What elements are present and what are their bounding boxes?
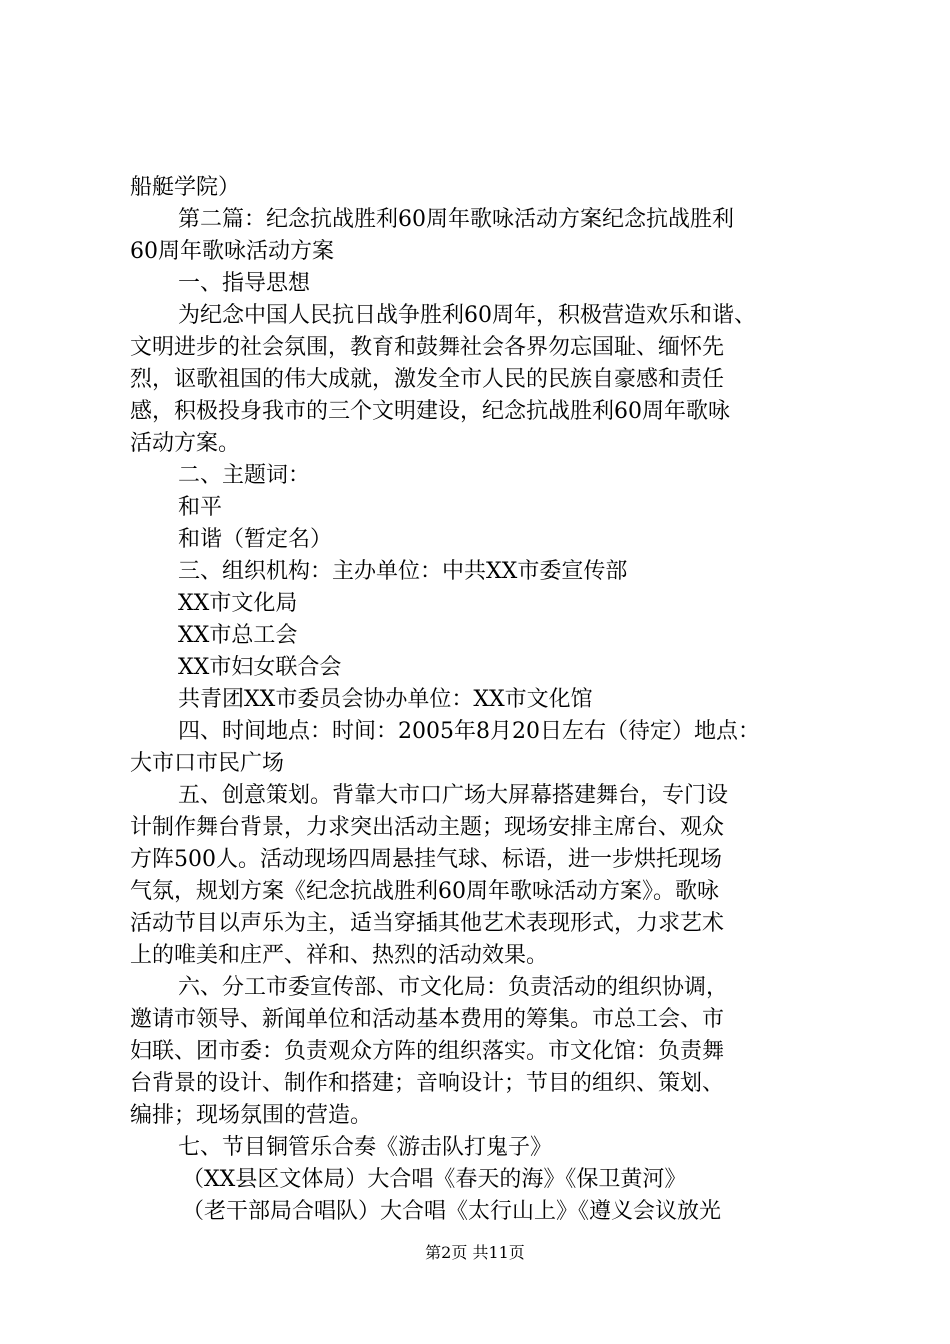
section-heading: 一、指导思想	[178, 271, 311, 296]
paragraph-line: 和谐（暂定名）	[178, 527, 333, 552]
paragraph-line: 烈，讴歌祖国的伟大成就，激发全市人民的民族自豪感和责任	[130, 367, 725, 392]
paragraph-line: 台背景的设计、制作和搭建；音响设计；节目的组织、策划、	[130, 1071, 725, 1096]
section-heading: 七、节目铜管乐合奏《游击队打鬼子》	[178, 1135, 553, 1160]
program-line: （XX县区文体局）大合唱《春天的海》《保卫黄河》	[182, 1167, 687, 1192]
paragraph-line: 方阵500人。活动现场四周悬挂气球、标语，进一步烘托现场	[130, 847, 722, 872]
paragraph-line: 妇联、团市委：负责观众方阵的组织落实。市文化馆：负责舞	[130, 1039, 725, 1064]
paragraph-line: XX市总工会	[178, 623, 298, 648]
paragraph-line: 感，积极投身我市的三个文明建设，纪念抗战胜利60周年歌咏	[130, 399, 730, 424]
paragraph-line: 编排；现场氛围的营造。	[130, 1103, 373, 1128]
paragraph-line: 共青团XX市委员会协办单位：XX市文化馆	[178, 687, 593, 712]
paragraph-line: 大市口市民广场	[130, 751, 285, 776]
paragraph-line: XX市文化局	[178, 591, 298, 616]
paragraph-line: 为纪念中国人民抗日战争胜利60周年，积极营造欢乐和谐、	[178, 303, 756, 328]
paragraph-line: 邀请市领导、新闻单位和活动基本费用的筹集。市总工会、市	[130, 1007, 725, 1032]
paragraph-line: 上的唯美和庄严、祥和、热烈的活动效果。	[130, 943, 549, 968]
page-footer: 第2页 共11页	[425, 1243, 525, 1262]
section-heading: 三、组织机构：主办单位：中共XX市委宣传部	[178, 559, 628, 584]
paragraph-line: 和平	[178, 495, 223, 520]
text-line: 船艇学院）	[130, 175, 241, 200]
section-heading: 四、时间地点：时间：2005年8月20日左右（待定）地点：	[178, 719, 760, 744]
paragraph-line: 活动方案。	[130, 431, 241, 456]
paragraph-line: 活动节目以声乐为主，适当穿插其他艺术表现形式，力求艺术	[130, 911, 725, 936]
section-heading: 第二篇：纪念抗战胜利60周年歌咏活动方案纪念抗战胜利	[178, 207, 734, 232]
document-body	[130, 172, 838, 1228]
paragraph-line: XX市妇女联合会	[178, 655, 342, 680]
section-heading: 二、主题词：	[178, 463, 311, 488]
section-heading: 五、创意策划。背靠大市口广场大屏幕搭建舞台，专门设	[178, 783, 729, 808]
paragraph-line: 气氛，规划方案《纪念抗战胜利60周年歌咏活动方案》。歌咏	[130, 879, 719, 904]
program-line: （老干部局合唱队）大合唱《太行山上》《遵义会议放光	[182, 1199, 722, 1224]
paragraph-line: 文明进步的社会氛围，教育和鼓舞社会各界勿忘国耻、缅怀先	[130, 335, 725, 360]
section-heading: 六、分工市委宣传部、市文化局：负责活动的组织协调，	[178, 975, 729, 1000]
paragraph-line: 计制作舞台背景，力求突出活动主题；现场安排主席台、观众	[130, 815, 725, 840]
text-line: 60周年歌咏活动方案	[130, 239, 334, 264]
